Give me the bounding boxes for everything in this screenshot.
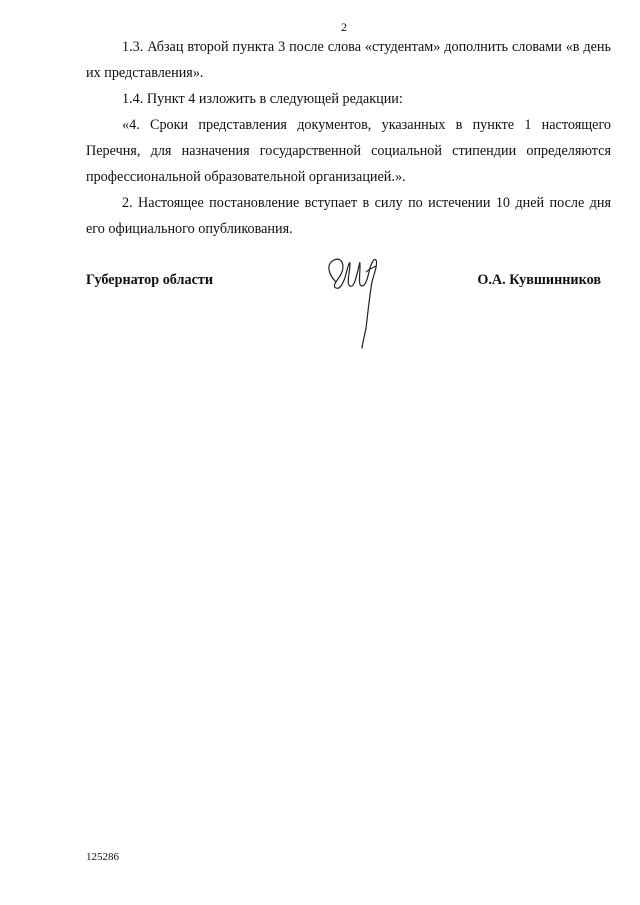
paragraph-quoted-item-4: «4. Сроки представления документов, указанных в пункте 1 настоящего Перечня, для назначения государственной социальной стипендии определяются профессиональной образовательной организацией.». [86,117,611,185]
paragraph-2: 2. Настоящее постановление вступает в силу по истечении 10 дней после дня его официального опубликования. [86,195,611,237]
paragraph-1-4: 1.4. Пункт 4 изложить в следующей редакции: [122,91,403,107]
signatory-title: Губернатор области [86,272,214,288]
signatory-name: О.А. Кувшинников [477,272,601,288]
page-number: 2 [341,20,347,34]
handwritten-signature [322,252,402,352]
paragraph-1-3: 1.3. Абзац второй пункта 3 после слова «студентам» дополнить словами «в день их представления». [86,39,611,81]
document-code: 125286 [86,851,119,863]
